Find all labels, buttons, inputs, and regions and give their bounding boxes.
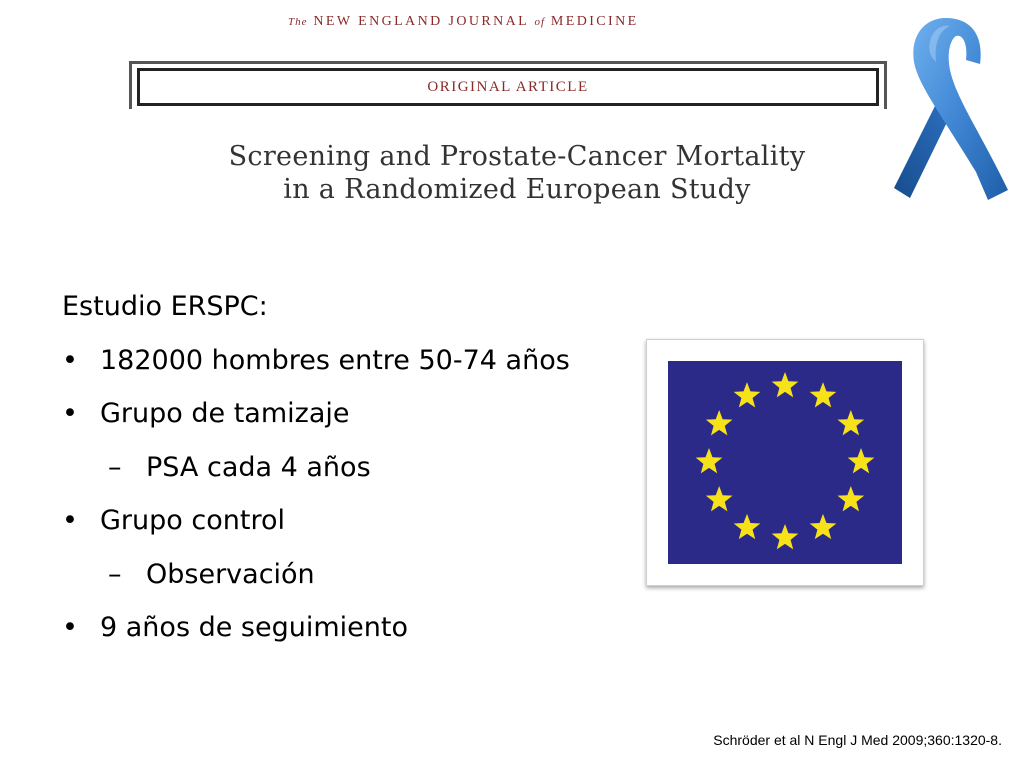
journal-name-suffix: MEDICINE bbox=[550, 14, 639, 29]
paper-title bbox=[172, 140, 862, 206]
journal-name-main: NEW ENGLAND JOURNAL bbox=[313, 14, 529, 29]
paper-title-line-1: Screening and Prostate-Cancer Mortality bbox=[228, 141, 806, 172]
bullet-item: • Grupo control bbox=[62, 494, 662, 548]
journal-name bbox=[288, 11, 728, 33]
eu-flag-icon bbox=[668, 361, 902, 564]
journal-prefix: The bbox=[288, 16, 308, 28]
sub-bullet-item: – PSA cada 4 años bbox=[62, 441, 662, 495]
sub-bullet-item: – Observación bbox=[62, 548, 662, 602]
bullet-item: • 182000 hombres entre 50-74 años bbox=[62, 334, 662, 388]
article-type-banner: ORIGINAL ARTICLE bbox=[137, 68, 879, 106]
paper-title-line-2: in a Randomized European Study bbox=[283, 174, 751, 205]
slide-heading: Estudio ERSPC: bbox=[62, 291, 268, 322]
citation: Schröder et al N Engl J Med 2009;360:1320-8. bbox=[713, 732, 1002, 748]
bullet-item: • Grupo de tamizaje bbox=[62, 387, 662, 441]
slide-content bbox=[62, 280, 662, 655]
bullet-item: • 9 años de seguimiento bbox=[62, 601, 662, 655]
blue-ribbon-icon bbox=[880, 12, 1012, 204]
journal-of: of bbox=[534, 16, 546, 28]
